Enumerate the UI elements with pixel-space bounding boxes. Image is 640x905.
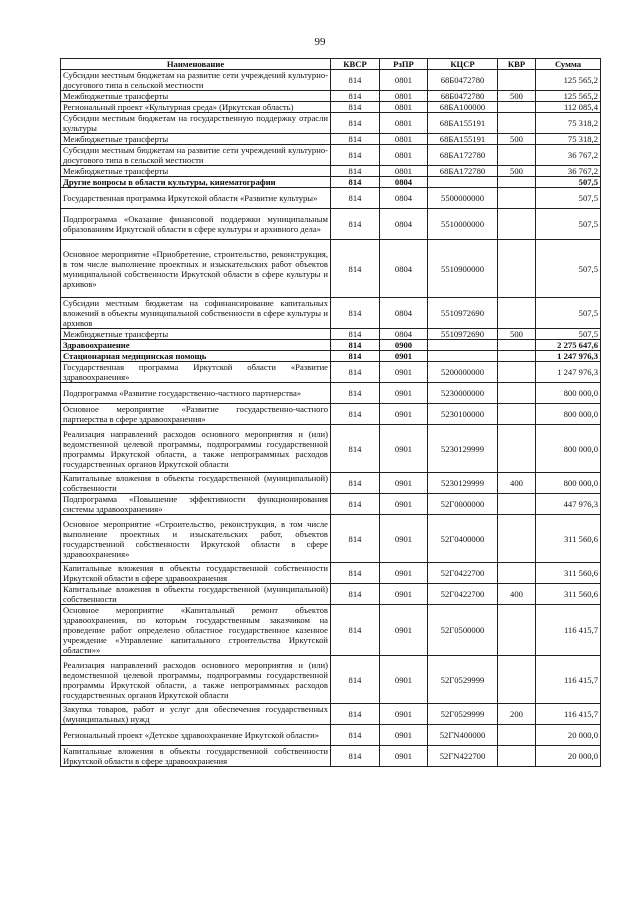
- cell-kcsr: 5230129999: [428, 473, 498, 494]
- cell-rzpr: 0801: [380, 166, 428, 177]
- cell-kcsr: 68БА172780: [428, 166, 498, 177]
- cell-name: Основное мероприятие «Капитальный ремонт объектов здравоохранения, по которым государственным заказчиком на проведение работ определено областное государственное казенное учреждение «Управление капитального строительства Иркутской области»»: [61, 605, 331, 656]
- cell-kvr: [498, 298, 536, 329]
- table-row: [61, 404, 601, 425]
- header-kvr: КВР: [498, 59, 536, 70]
- cell-name: Региональный проект «Культурная среда» (Иркутская область): [61, 102, 331, 113]
- cell-kvsr: 814: [331, 102, 380, 113]
- table-row: [61, 584, 601, 605]
- cell-kvsr: 814: [331, 362, 380, 383]
- cell-kvr: [498, 725, 536, 746]
- cell-kvr: [498, 404, 536, 425]
- cell-rzpr: 0901: [380, 656, 428, 704]
- cell-sum: 1 247 976,3: [536, 351, 601, 362]
- table-row: [61, 494, 601, 515]
- cell-kvr: [498, 746, 536, 767]
- cell-sum: 36 767,2: [536, 166, 601, 177]
- cell-kvsr: 814: [331, 188, 380, 209]
- cell-kvsr: 814: [331, 329, 380, 340]
- cell-rzpr: 0804: [380, 209, 428, 240]
- cell-kvr: [498, 188, 536, 209]
- cell-kcsr: 5510000000: [428, 209, 498, 240]
- cell-kvsr: 814: [331, 209, 380, 240]
- cell-sum: 125 565,2: [536, 91, 601, 102]
- cell-kcsr: 68БА155191: [428, 113, 498, 134]
- cell-name: Капитальные вложения в объекты государственной собственности Иркутской области в сфере здравоохранения: [61, 563, 331, 584]
- cell-name: Субсидии местным бюджетам на развитие сети учреждений культурно-досугового типа в сельской местности: [61, 70, 331, 91]
- cell-kvr: 500: [498, 134, 536, 145]
- table-header-row: [61, 59, 601, 70]
- cell-name: Подпрограмма «Повышение эффективности функционирования системы здравоохранения»: [61, 494, 331, 515]
- cell-kcsr: 5510972690: [428, 329, 498, 340]
- table-row: [61, 298, 601, 329]
- cell-kvr: [498, 494, 536, 515]
- cell-name: Государственная программа Иркутской области «Развитие здравоохранения»: [61, 362, 331, 383]
- table-row: [61, 605, 601, 656]
- cell-rzpr: 0804: [380, 188, 428, 209]
- cell-sum: 1 247 976,3: [536, 362, 601, 383]
- cell-sum: 125 565,2: [536, 70, 601, 91]
- cell-name: Субсидии местным бюджетам на развитие сети учреждений культурно-досугового типа в сельской местности: [61, 145, 331, 166]
- cell-kcsr: 5230100000: [428, 404, 498, 425]
- cell-kvr: [498, 240, 536, 298]
- table-row: [61, 340, 601, 351]
- table-row: [61, 70, 601, 91]
- cell-kvsr: 814: [331, 404, 380, 425]
- cell-sum: 75 318,2: [536, 113, 601, 134]
- cell-kvsr: 814: [331, 351, 380, 362]
- cell-rzpr: 0901: [380, 383, 428, 404]
- cell-kvsr: 814: [331, 704, 380, 725]
- cell-kcsr: 52ГN400000: [428, 725, 498, 746]
- cell-sum: 800 000,0: [536, 425, 601, 473]
- cell-kvsr: 814: [331, 563, 380, 584]
- cell-sum: 800 000,0: [536, 473, 601, 494]
- cell-name: Основное мероприятие «Приобретение, строительство, реконструкция, в том числе выполнение проектных и изыскательских работ объектов муниципальной собственности Иркутской области в сфере культуры и архивов»: [61, 240, 331, 298]
- cell-name: Здравоохранение: [61, 340, 331, 351]
- cell-sum: 507,5: [536, 209, 601, 240]
- cell-kvr: [498, 515, 536, 563]
- cell-sum: 75 318,2: [536, 134, 601, 145]
- cell-kvsr: 814: [331, 240, 380, 298]
- cell-kcsr: 68БА155191: [428, 134, 498, 145]
- cell-sum: 311 560,6: [536, 563, 601, 584]
- cell-sum: 507,5: [536, 329, 601, 340]
- cell-rzpr: 0801: [380, 70, 428, 91]
- cell-rzpr: 0804: [380, 177, 428, 188]
- table-row: [61, 240, 601, 298]
- table-row: [61, 425, 601, 473]
- cell-name: Межбюджетные трансферты: [61, 134, 331, 145]
- cell-sum: 112 085,4: [536, 102, 601, 113]
- cell-kvr: 200: [498, 704, 536, 725]
- cell-kvr: 500: [498, 91, 536, 102]
- cell-kvr: [498, 425, 536, 473]
- cell-kcsr: [428, 340, 498, 351]
- cell-kvsr: 814: [331, 473, 380, 494]
- cell-kvsr: 814: [331, 166, 380, 177]
- table-row: [61, 188, 601, 209]
- cell-kcsr: 52Г0500000: [428, 605, 498, 656]
- cell-rzpr: 0901: [380, 746, 428, 767]
- cell-sum: 800 000,0: [536, 404, 601, 425]
- cell-name: Капитальные вложения в объекты государственной (муниципальной) собственности: [61, 473, 331, 494]
- table-row: [61, 351, 601, 362]
- cell-kvr: 500: [498, 166, 536, 177]
- cell-rzpr: 0901: [380, 563, 428, 584]
- cell-kvr: [498, 70, 536, 91]
- cell-kvr: [498, 362, 536, 383]
- cell-kcsr: 52Г0422700: [428, 563, 498, 584]
- table-row: [61, 473, 601, 494]
- cell-sum: 116 415,7: [536, 656, 601, 704]
- cell-kvsr: 814: [331, 584, 380, 605]
- cell-rzpr: 0901: [380, 351, 428, 362]
- cell-rzpr: 0801: [380, 102, 428, 113]
- table-row: [61, 725, 601, 746]
- cell-sum: 507,5: [536, 177, 601, 188]
- cell-rzpr: 0900: [380, 340, 428, 351]
- cell-name: Подпрограмма «Развитие государственно-частного партнерства»: [61, 383, 331, 404]
- cell-kvr: [498, 209, 536, 240]
- cell-rzpr: 0804: [380, 298, 428, 329]
- cell-name: Реализация направлений расходов основного мероприятия и (или) ведомственной целевой программы, подпрограммы государственной программы Иркутской области, а также непрограммных расходов государственных органов Иркутской области: [61, 425, 331, 473]
- cell-sum: 2 275 647,6: [536, 340, 601, 351]
- cell-kvsr: 814: [331, 134, 380, 145]
- cell-kvsr: 814: [331, 70, 380, 91]
- cell-kcsr: 5510972690: [428, 298, 498, 329]
- table-row: [61, 704, 601, 725]
- cell-name: Основное мероприятие «Развитие государственно-частного партнерства в сфере здравоохранения»: [61, 404, 331, 425]
- cell-kvr: [498, 563, 536, 584]
- cell-name: Подпрограмма «Оказание финансовой поддержки муниципальным образованиям Иркутской области в сфере культуры и архивного дела»: [61, 209, 331, 240]
- table-row: [61, 383, 601, 404]
- cell-kcsr: 52Г0000000: [428, 494, 498, 515]
- header-kcsr: КЦСР: [428, 59, 498, 70]
- cell-name: Другие вопросы в области культуры, кинематографии: [61, 177, 331, 188]
- cell-kcsr: 68Б0472780: [428, 91, 498, 102]
- cell-rzpr: 0801: [380, 134, 428, 145]
- cell-rzpr: 0804: [380, 240, 428, 298]
- cell-rzpr: 0901: [380, 515, 428, 563]
- cell-name: Межбюджетные трансферты: [61, 166, 331, 177]
- cell-kvsr: 814: [331, 91, 380, 102]
- cell-sum: 311 560,6: [536, 515, 601, 563]
- cell-rzpr: 0901: [380, 605, 428, 656]
- cell-kvr: [498, 605, 536, 656]
- cell-kvr: [498, 656, 536, 704]
- table-row: [61, 91, 601, 102]
- cell-kcsr: 5510900000: [428, 240, 498, 298]
- cell-sum: 800 000,0: [536, 383, 601, 404]
- cell-rzpr: 0801: [380, 145, 428, 166]
- cell-kvsr: 814: [331, 605, 380, 656]
- cell-name: Капитальные вложения в объекты государственной (муниципальной) собственности: [61, 584, 331, 605]
- header-name: Наименование: [61, 59, 331, 70]
- cell-rzpr: 0801: [380, 91, 428, 102]
- cell-kvr: [498, 102, 536, 113]
- cell-kvr: [498, 340, 536, 351]
- cell-name: Субсидии местным бюджетам на государственную поддержку отрасли культуры: [61, 113, 331, 134]
- cell-kvr: [498, 113, 536, 134]
- cell-name: Стационарная медицинская помощь: [61, 351, 331, 362]
- table-row: [61, 329, 601, 340]
- cell-kvr: 400: [498, 584, 536, 605]
- cell-kcsr: 5200000000: [428, 362, 498, 383]
- cell-kvsr: 814: [331, 113, 380, 134]
- cell-sum: 311 560,6: [536, 584, 601, 605]
- cell-kvsr: 814: [331, 383, 380, 404]
- cell-kvr: 500: [498, 329, 536, 340]
- cell-name: Государственная программа Иркутской области «Развитие культуры»: [61, 188, 331, 209]
- cell-rzpr: 0901: [380, 704, 428, 725]
- page-number: 99: [314, 36, 326, 48]
- cell-sum: 447 976,3: [536, 494, 601, 515]
- cell-kvsr: 814: [331, 746, 380, 767]
- table-row: [61, 145, 601, 166]
- cell-rzpr: 0901: [380, 404, 428, 425]
- cell-rzpr: 0901: [380, 725, 428, 746]
- cell-rzpr: 0901: [380, 494, 428, 515]
- cell-kvsr: 814: [331, 340, 380, 351]
- cell-kcsr: 68БА172780: [428, 145, 498, 166]
- cell-rzpr: 0804: [380, 329, 428, 340]
- table-row: [61, 746, 601, 767]
- cell-kcsr: 5230000000: [428, 383, 498, 404]
- budget-table: [60, 58, 601, 767]
- cell-kvsr: 814: [331, 656, 380, 704]
- cell-kcsr: 52Г0422700: [428, 584, 498, 605]
- cell-sum: 20 000,0: [536, 746, 601, 767]
- cell-kcsr: 52Г0529999: [428, 656, 498, 704]
- table-row: [61, 113, 601, 134]
- header-kvsr: КВСР: [331, 59, 380, 70]
- cell-kcsr: 68БА100000: [428, 102, 498, 113]
- header-rzpr: РзПР: [380, 59, 428, 70]
- cell-sum: 36 767,2: [536, 145, 601, 166]
- table-row: [61, 563, 601, 584]
- cell-kvr: [498, 177, 536, 188]
- table-row: [61, 177, 601, 188]
- cell-kcsr: 52Г0400000: [428, 515, 498, 563]
- cell-sum: 116 415,7: [536, 605, 601, 656]
- cell-name: Региональный проект «Детское здравоохранение Иркутской области»: [61, 725, 331, 746]
- cell-sum: 507,5: [536, 298, 601, 329]
- cell-rzpr: 0901: [380, 473, 428, 494]
- cell-kvr: [498, 383, 536, 404]
- cell-kcsr: 68Б0472780: [428, 70, 498, 91]
- cell-name: Закупка товаров, работ и услуг для обеспечения государственных (муниципальных) нужд: [61, 704, 331, 725]
- table-row: [61, 209, 601, 240]
- cell-kvsr: 814: [331, 425, 380, 473]
- table-row: [61, 134, 601, 145]
- cell-kvr: [498, 145, 536, 166]
- cell-sum: 507,5: [536, 240, 601, 298]
- cell-rzpr: 0901: [380, 362, 428, 383]
- cell-sum: 116 415,7: [536, 704, 601, 725]
- cell-kvsr: 814: [331, 725, 380, 746]
- cell-name: Межбюджетные трансферты: [61, 91, 331, 102]
- header-sum: Сумма: [536, 59, 601, 70]
- cell-kcsr: 52ГN422700: [428, 746, 498, 767]
- cell-kvsr: 814: [331, 177, 380, 188]
- table-row: [61, 515, 601, 563]
- table-row: [61, 656, 601, 704]
- cell-rzpr: 0901: [380, 584, 428, 605]
- cell-sum: 20 000,0: [536, 725, 601, 746]
- cell-name: Капитальные вложения в объекты государственной собственности Иркутской области в сфере здравоохранения: [61, 746, 331, 767]
- cell-kcsr: [428, 351, 498, 362]
- cell-kvr: 400: [498, 473, 536, 494]
- cell-kvsr: 814: [331, 515, 380, 563]
- cell-kvr: [498, 351, 536, 362]
- cell-name: Основное мероприятие «Строительство, реконструкция, в том числе выполнение проектных и изыскательских работ, объектов государственной собственности Иркутской области в сфере здравоохранения»: [61, 515, 331, 563]
- cell-sum: 507,5: [536, 188, 601, 209]
- cell-kvsr: 814: [331, 145, 380, 166]
- cell-kcsr: [428, 177, 498, 188]
- cell-kcsr: 52Г0529999: [428, 704, 498, 725]
- cell-kcsr: 5500000000: [428, 188, 498, 209]
- table-row: [61, 166, 601, 177]
- cell-kvsr: 814: [331, 494, 380, 515]
- cell-rzpr: 0901: [380, 425, 428, 473]
- cell-name: Межбюджетные трансферты: [61, 329, 331, 340]
- cell-kcsr: 5230129999: [428, 425, 498, 473]
- cell-kvsr: 814: [331, 298, 380, 329]
- cell-name: Реализация направлений расходов основного мероприятия и (или) ведомственной целевой программы, подпрограммы государственной программы Иркутской области, а также непрограммных расходов государственных органов Иркутской области: [61, 656, 331, 704]
- table-row: [61, 362, 601, 383]
- cell-name: Субсидии местным бюджетам на софинансирование капитальных вложений в объекты муниципальной собственности в сфере культуры и архивов: [61, 298, 331, 329]
- cell-rzpr: 0801: [380, 113, 428, 134]
- table-row: [61, 102, 601, 113]
